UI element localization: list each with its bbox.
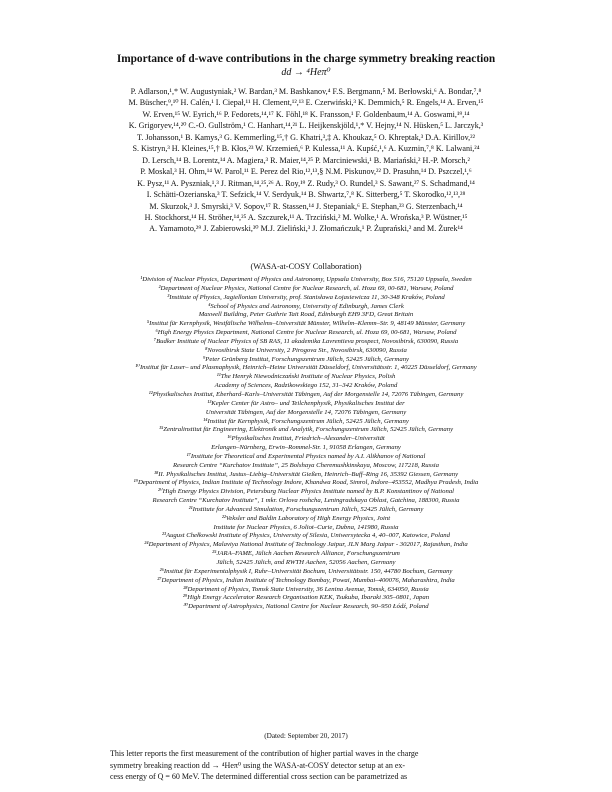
affiliation-line: ⁷Budker Institute of Nuclear Physics of SB RAS, 11 akademika Lavrentieva prospect, Novosibirsk, 630090, Russia	[153, 337, 459, 345]
author-line: H. Stockhorst,¹⁴ H. Ströher,¹⁴,²⁵ A. Szczurek,¹¹ A. Trzciński,² M. Wolke,¹ A. Wrońska,³ P. Wüstner,¹⁵	[144, 212, 468, 222]
affiliation-line: ²³August Chełkowski Institute of Physics, University of Silesia, Uniwersytecka 4, 40–007, Katowice, Poland	[161, 532, 450, 540]
reaction-subtitle: dd → ⁴Heπ⁰	[281, 67, 331, 78]
affiliation-line: Universität Tübingen, Auf der Morgenstelle 14, 72076 Tübingen, Germany	[205, 408, 407, 416]
affiliation-line: Academy of Sciences, Radzikowskiego 152, 31–342 Kraków, Poland	[214, 382, 398, 390]
affiliation-line: Jülich, 52425 Jülich, and RWTH Aachen, 52056 Aachen, Germany	[216, 559, 396, 566]
affiliation-line: ²Department of Nuclear Physics, National Centre for Nuclear Research, ul. Hoza 69, 00-681, Warsaw, Poland	[158, 284, 454, 292]
abstract-line: This letter reports the first measurement of the contribution of higher partial waves in the charge	[110, 749, 419, 758]
affiliation-line: ⁸Novosibirsk State University, 2 Pirogova Str., Novosibirsk, 630090, Russia	[205, 346, 407, 354]
author-line: T. Johansson,¹ B. Kamys,³ G. Kemmerling,¹⁵,† G. Khatri,³,‡ A. Khoukaz,⁵ O. Khreptak,³ D.A. Kirillov,²²	[136, 132, 475, 142]
affiliation-line: ²⁵JARA–FAME, Jülich Aachen Research Alliance, Forschungszentrum	[212, 550, 400, 558]
affiliation-line: ²⁹High Energy Accelerator Research Organisation KEK, Tsukuba, Ibaraki 305–0801, Japan	[182, 594, 430, 602]
affiliation-line: ¹⁶Physikalisches Institut, Friedrich–Alexander–Universität	[227, 435, 385, 443]
author-line: S. Kistryn,³ H. Kleines,¹⁵,† B. Kłos,²³ W. Krzemień,⁶ P. Kulessa,¹¹ A. Kupść,¹,⁶ A. Kuzmin,⁷,⁸ K. Lalwani,²⁴	[132, 144, 480, 154]
affiliation-line: ²⁸Department of Physics, Tomsk State University, 36 Lenina Avenue, Tomsk, 634050, Russia	[183, 585, 429, 593]
affiliation-line: ¹³Kepler Center für Astro– und Teilchenphysik, Physikalisches Institut der	[207, 399, 405, 407]
collaboration-name: (WASA-at-COSY Collaboration)	[250, 262, 362, 271]
affiliation-line: ⁹Peter Grünberg Institut, Forschungszentrum Jülich, 52425 Jülich, Germany	[202, 355, 410, 363]
affiliation-line: ¹⁹Department of Physics, Indian Institute of Technology Indore, Khandwa Road, Simrol, Indore–453552, Madhya Pradesh, India	[133, 479, 479, 487]
author-line: A. Yamamoto,²⁹ J. Zabierowski,³⁰ M.J. Zieliński,³ J. Złomańczuk,¹ P. Żuprański,² and M. Żurek¹⁴	[149, 224, 463, 234]
affiliation-line: Research Centre “Kurchatov Institute”, 1 mkr. Orlova roshcha, Leningradskaya Oblast, Gatchina, 188300, Russia	[152, 497, 460, 505]
affiliation-line: ⁶High Energy Physics Department, National Centre for Nuclear Research, ul. Hoza 69, 00-681, Warsaw, Poland	[155, 329, 457, 337]
affiliation-line: ²⁷Department of Physics, Indian Institute of Technology Bombay, Powai, Mumbai–400076, Maharashtra, India	[157, 576, 455, 584]
affiliation-list	[24, 276, 588, 612]
affiliation-line: ¹Division of Nuclear Physics, Department of Physics and Astronomy, Uppsala University, Box 516, 75120 Uppsala, Sweden	[140, 276, 472, 283]
author-line: P. Adlarson,¹,* W. Augustyniak,² W. Bardan,³ M. Bashkanov,⁴ F.S. Bergmann,⁵ M. Berłowski,⁶ A. Bondar,⁷,⁸	[130, 87, 482, 96]
author-line: P. Moskal,³ H. Ohm,¹⁴ W. Parol,¹¹ E. Perez del Rio,¹²,¹³,§ N.M. Piskunov,²² D. Prasuhn,¹⁴ D. Pszczel,¹,⁶	[140, 167, 472, 177]
author-list	[44, 86, 568, 235]
affiliation-line: ¹¹The Henryk Niewodniczański Institute of Nuclear Physics, Polish	[216, 373, 396, 381]
affiliation-line: Erlangen–Nürnberg, Erwin–Rommel-Str. 1, 91058 Erlangen, Germany	[211, 444, 401, 452]
author-line: K. Grigoryev,¹⁴,²⁰ C.-O. Gullström,¹ C. Hanhart,¹⁴,²¹ L. Heijkenskjöld,¹,* V. Hejny,¹⁴ N. Hüsken,⁵ L. Jarczyk,³	[128, 121, 484, 131]
abstract-line: symmetry breaking reaction dd → ⁴Heπ⁰ using the WASA-at-COSY detector setup at an ex-	[110, 760, 406, 770]
affiliation-line: ¹⁵Zentralinstitut für Engineering, Elektronik und Analytik, Forschungszentrum Jülich, 52425 Jülich, Germany	[158, 426, 454, 434]
affiliation-line: Research Centre “Kurchatov Institute”, 25 Bolshaya Cheremushkinskaya, Moscow, 117218, Russia	[172, 461, 440, 469]
affiliation-line: ¹²Physikalisches Institut, Eberhard–Karls–Universität Tübingen, Auf der Morgenstelle 14, 72076 Tübingen, Germany	[148, 390, 464, 398]
author-line: K. Pysz,¹¹ A. Pyszniak,¹,³ J. Ritman,¹⁴,²⁵,²⁶ A. Roy,¹⁹ Z. Rudy,³ O. Rundel,³ S. Sawant,²⁷ S. Schadmand,¹⁴	[137, 178, 475, 188]
affiliation-line: ²¹Institute for Advanced Simulation, Forschungszentrum Jülich, 52425 Jülich, Germany	[188, 505, 424, 513]
affiliation-line: ²⁴Department of Physics, Malaviya National Institute of Technology Jaipur, JLN Marg Jaipur - 302017, Rajasthan, India	[144, 541, 468, 549]
author-line: W. Erven,¹⁵ W. Eyrich,¹⁶ P. Fedorets,¹⁴,¹⁷ K. Föhl,¹⁸ K. Fransson,¹ F. Goldenbaum,¹⁴ A. Goswami,¹⁹,¹⁴	[142, 109, 470, 119]
affiliation-line: ¹⁸II. Physikalisches Institut, Justus–Liebig–Universität Gießen, Heinrich–Buff–Ring 16, 35392 Giessen, Germany	[153, 470, 459, 478]
affiliation-line: ³⁰Department of Astrophysics, National Centre for Nuclear Research, 90–950 Łódź, Poland	[183, 603, 429, 611]
affiliation-line: ¹⁷Institute for Theoretical and Experimental Physics named by A.I. Alikhanov of National	[186, 452, 426, 460]
affiliation-line: ³Institute of Physics, Jagiellonian University, prof. Stanisława Łojasiewicza 11, 30-348 Kraków, Poland	[167, 293, 445, 301]
affiliation-line: Institute for Nuclear Physics, 6 Joliot–Curie, Dubna, 141980, Russia	[213, 523, 399, 531]
affiliation-line: ⁴School of Physics and Astronomy, University of Edinburgh, James Clerk	[208, 302, 404, 310]
author-line: M. Skurzok,³ J. Smyrski,³ V. Sopov,¹⁷ R. Stassen,¹⁴ J. Stepaniak,⁶ E. Stephan,²³ G. Sterzenbach,¹⁴	[149, 201, 463, 211]
author-line: M. Büscher,⁹,¹⁰ H. Calén,¹ I. Ciepał,¹¹ H. Clement,¹²,¹³ E. Czerwiński,³ K. Demmich,⁵ R. Engels,¹⁴ A. Erven,¹⁵	[128, 98, 484, 108]
affiliation-line: ²²Veksler and Baldin Laboratory of High Energy Physics, Joint	[221, 514, 391, 522]
affiliation-line: ⁵Institut für Kernphysik, Westfälische Wilhelms–Universität Münster, Wilhelm–Klemm–Str. 9, 48149 Münster, Germany	[146, 320, 466, 328]
affiliation-line: ²⁶Institut für Experimentalphysik I, Ruhr–Universität Bochum, Universitätsstr. 150, 44780 Bochum, Germany	[159, 567, 453, 575]
affiliation-line: ¹⁴Institut für Kernphysik, Forschungszentrum Jülich, 52425 Jülich, Germany	[203, 417, 409, 425]
abstract	[110, 748, 502, 783]
abstract-line: cess energy of Q = 60 MeV. The determined differential cross section can be parametrized as	[110, 772, 408, 781]
affiliation-line: ¹⁰Institut für Laser– und Plasmaphysik, Heinrich–Heine Universität Düsseldorf, Universitätsstr. 1, 40225 Düsseldorf, Germany	[135, 364, 477, 372]
author-line: D. Lersch,¹⁴ B. Lorentz,¹⁴ A. Magiera,³ R. Maier,¹⁴,²⁵ P. Marciniewski,¹ B. Mariański,² H.-P. Morsch,²	[142, 155, 470, 165]
paper-title: Importance of d-wave contributions in the charge symmetry breaking reaction	[116, 53, 496, 65]
date-line: (Dated: September 20, 2017)	[264, 732, 348, 740]
affiliation-line: Maxwell Building, Peter Guthrie Tait Road, Edinburgh EH9 3FD, Great Britain	[198, 311, 414, 319]
affiliation-line: ²⁰High Energy Physics Division, Petersburg Nuclear Physics Institute named by B.P. Konstantinov of National	[157, 488, 455, 496]
author-line: I. Schätti-Ozerianska,³ T. Sefzick,¹⁴ V. Serdyuk,¹⁴ B. Shwartz,⁷,⁸ K. Sitterberg,⁵ T. Skorodko,¹²,¹³,²⁸	[146, 190, 466, 200]
